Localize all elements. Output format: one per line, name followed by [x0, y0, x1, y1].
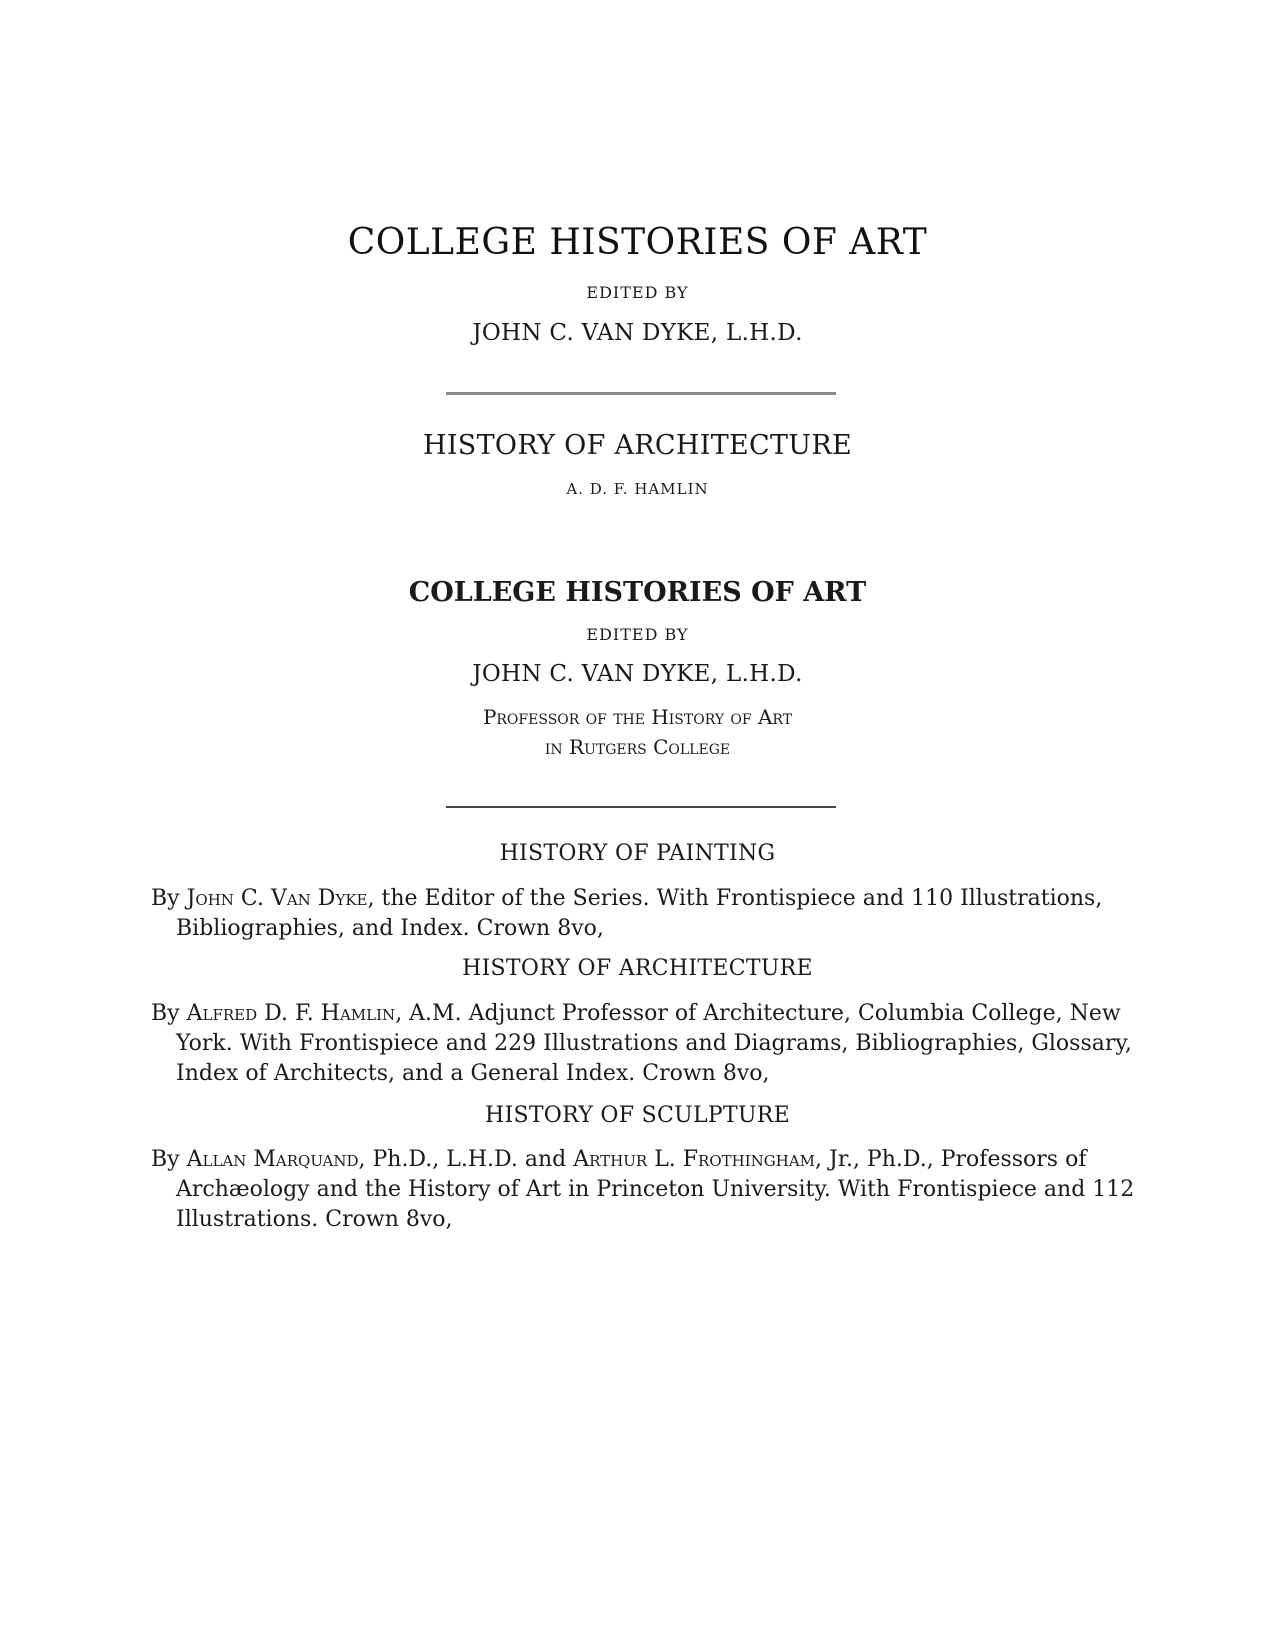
editor-position-line2: in Rutgers College [544, 735, 731, 759]
by-label: By [151, 886, 180, 911]
divider-rule [446, 392, 836, 395]
volume-author: A. D. F. HAMLIN [566, 480, 709, 498]
advert-editor-name: JOHN C. VAN DYKE, L.H.D. [472, 661, 803, 687]
book-description: , Jr., Ph.D., Professors of Archæology and the History of Art in Princeton University. With Frontispiece and 112 Illustrations. Crown 8vo, [176, 1147, 1135, 1232]
book-entry-sculpture [151, 1145, 1146, 1235]
advert-series-title: COLLEGE HISTORIES OF ART [408, 577, 867, 608]
editor-name: JOHN C. VAN DYKE, L.H.D. [472, 320, 803, 346]
series-title: COLLEGE HISTORIES OF ART [347, 222, 928, 263]
book-description: , A.M. Adjunct Professor of Architecture, Columbia College, New York. With Frontispiece and 229 Illustrations and Diagrams, Bibliographies, Glossary, Index of Architects, and a General Index. Crown 8vo, [176, 1001, 1132, 1086]
advert-edited-by-label: EDITED BY [586, 625, 689, 644]
book-heading-painting: HISTORY OF PAINTING [499, 841, 776, 866]
book-entry-architecture [151, 999, 1146, 1089]
author-name: Alfred D. F. Hamlin [186, 1001, 396, 1026]
edited-by-label: EDITED BY [586, 283, 689, 302]
by-label: By [151, 1147, 180, 1172]
book-heading-architecture: HISTORY OF ARCHITECTURE [462, 956, 813, 981]
book-entry-painting [151, 884, 1146, 944]
by-label: By [151, 1001, 180, 1026]
volume-title: HISTORY OF ARCHITECTURE [423, 430, 852, 461]
author-name: John C. Van Dyke [186, 886, 368, 911]
book-heading-sculpture: HISTORY OF SCULPTURE [484, 1103, 791, 1128]
editor-position-line1: Professor of the History of Art [482, 705, 793, 729]
author-joiner: , Ph.D., L.H.D. and [358, 1147, 567, 1172]
coauthor-name: Arthur L. Frothingham [573, 1147, 816, 1172]
author-name: Allan Marquand [186, 1147, 359, 1172]
book-description: , the Editor of the Series. With Frontispiece and 110 Illustrations, Bibliographies, and Index. Crown 8vo, [176, 886, 1103, 941]
divider-rule [446, 806, 836, 808]
